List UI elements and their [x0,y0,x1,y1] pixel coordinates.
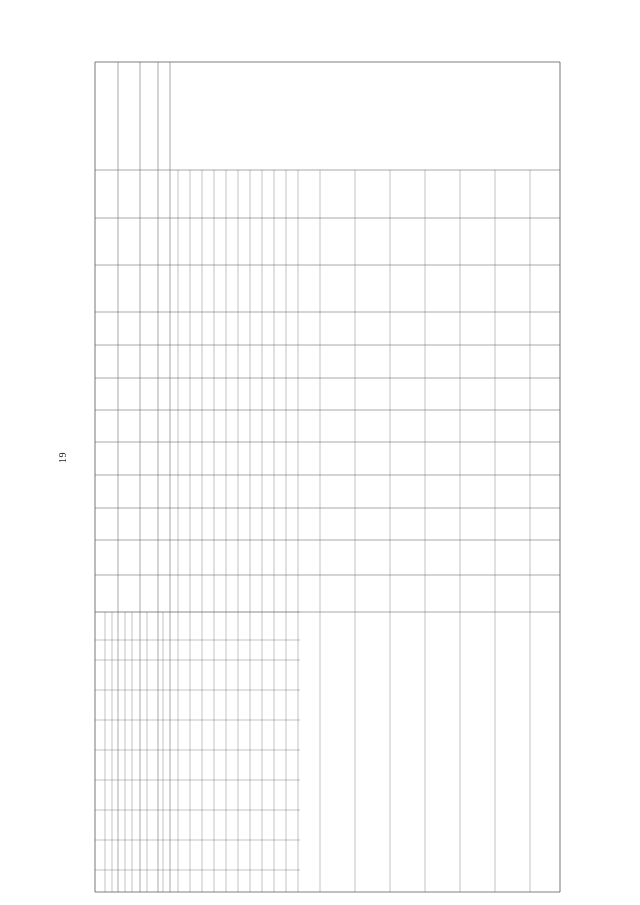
table-grid-lines [95,62,560,892]
page-number: 19 [58,452,69,463]
